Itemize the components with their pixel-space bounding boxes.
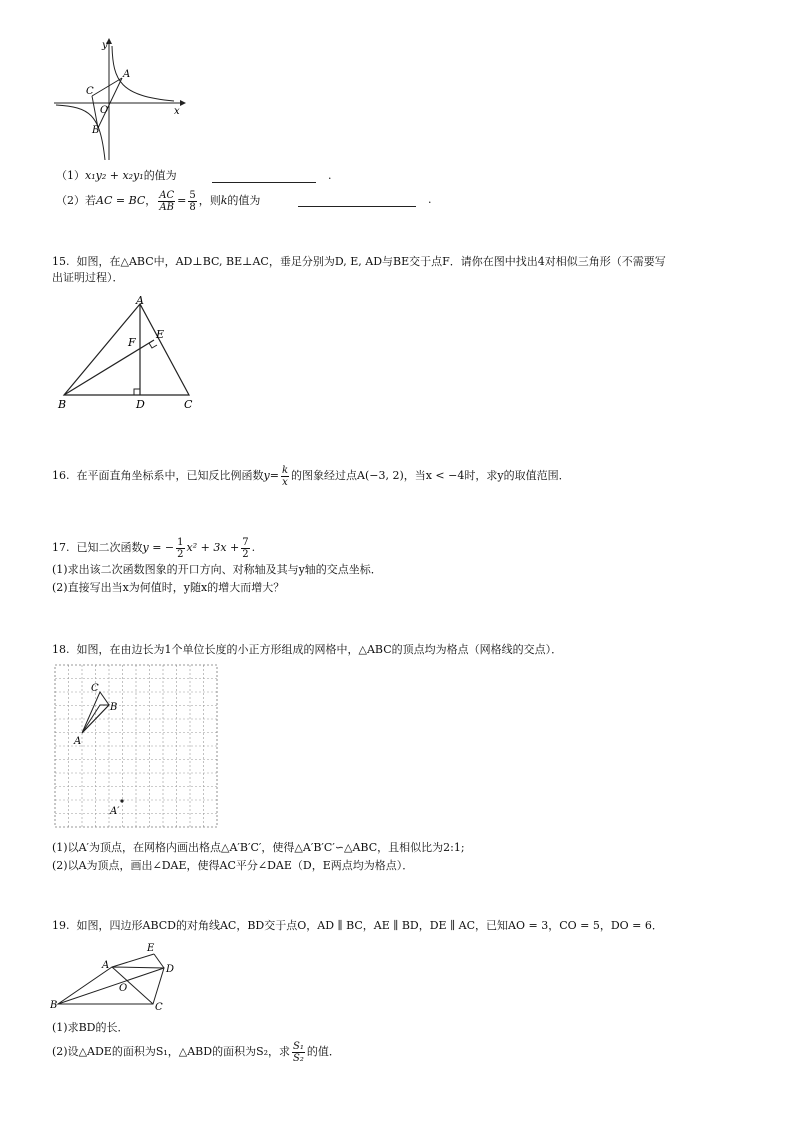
q15-stem-line1: [52, 254, 666, 270]
q17-number: 17.: [52, 541, 70, 554]
q14-part2: [56, 186, 260, 216]
q14-p1-expr: x₁y₂ + x₂y₁: [85, 169, 144, 182]
label-b: B: [110, 702, 118, 713]
triangle-abc: [64, 304, 189, 395]
q18-stem: [52, 642, 562, 658]
q17-expr-end: .: [251, 541, 256, 554]
segment-bc: [92, 96, 98, 128]
q19-frac-num: S₁: [293, 1040, 304, 1052]
right-angle-d: [134, 389, 140, 395]
q14-p2-prefix: （2）若: [56, 194, 96, 207]
q14-p1-prefix: （1）: [56, 169, 85, 182]
q14-p1-suffix: 的值为: [143, 169, 177, 182]
q17-frac-7-2: [241, 537, 249, 560]
hyperbola-branch-1: [112, 46, 174, 101]
q14-answer-blank-1[interactable]: [212, 170, 316, 183]
x-axis-arrow: [180, 100, 186, 106]
q14-frac-den: AB: [159, 201, 174, 213]
q16-text-pre: 在平面直角坐标系中，已知反比例函数: [76, 469, 264, 482]
label-b: B: [50, 1000, 58, 1011]
hyperbola-figure: [50, 36, 190, 164]
quadrilateral-figure: [50, 938, 190, 1014]
q14-part1: [56, 168, 177, 184]
q17-frac-1-2: [176, 537, 184, 560]
q16-text-post: 的图象经过点A(−3, 2)，当x < −4时，求y的取值范围．: [291, 469, 570, 482]
q14-p2-sep: ，: [145, 194, 157, 207]
q19-stem: [52, 918, 663, 934]
q16-func-y: y: [263, 469, 270, 482]
segment-de: [154, 954, 164, 968]
q14-rhs-den: 8: [189, 201, 196, 213]
q14-p2-eq: =: [177, 194, 187, 207]
label-o: O: [119, 983, 128, 994]
q15-text-1: 如图，在△ABC中，AD⊥BC, BE⊥AC，垂足分别为D, E, AD与BE交于点F．请你在图中找出4对相似三角形（不需要写: [76, 255, 666, 268]
q19-part2: [52, 1036, 340, 1068]
q14-p2-end: .: [428, 193, 432, 206]
q16-frac-k-x: [281, 465, 289, 488]
q17-frac1-num: 1: [177, 536, 184, 548]
label-e: E: [147, 943, 155, 954]
label-d: D: [166, 964, 175, 975]
q19-text: 如图，四边形ABCD的对角线AC，BD交于点O，AD ∥ BC，AE ∥ BD，DE ∥ AC，已知AO = 3，CO = 5，DO = 6．: [76, 919, 663, 932]
q17-frac1-den: 2: [177, 548, 184, 560]
label-a: A: [136, 296, 144, 307]
q18-part1: (1)以A′为顶点，在网格内画出格点△A′B′C′，使得△A′B′C′∽△ABC，且相似比为2:1;: [52, 841, 465, 854]
q17-expr-b: x² + 3x +: [186, 541, 240, 554]
q19-p2-pre: (2)设△ADE的面积为S₁，△ABD的面积为S₂，求: [52, 1045, 291, 1058]
q19-frac-den: S₂: [293, 1052, 304, 1064]
q19-frac-s1-s2: [292, 1041, 305, 1064]
point-a-prime: [120, 799, 123, 802]
q18-text: 如图，在由边长为1个单位长度的小正方形组成的网格中，△ABC的顶点均为格点（网格线的交点）．: [76, 643, 563, 656]
q14-p1-end: .: [328, 169, 332, 182]
label-e: E: [156, 328, 165, 341]
q18-part2: (2)以A为顶点，画出∠DAE，使得AC平分∠DAE（D，E两点均为格点）．: [52, 859, 414, 872]
q16-frac-den: x: [282, 476, 288, 488]
q19-p2-post: 的值．: [306, 1045, 340, 1058]
q14-frac-5-8: [188, 190, 196, 213]
label-f: F: [128, 336, 136, 349]
label-x: x: [174, 106, 180, 117]
q14-p2-k: k: [220, 194, 228, 207]
q17-text-pre: 已知二次函数: [76, 541, 143, 554]
label-c: C: [184, 398, 193, 411]
label-a: A: [123, 69, 131, 80]
label-y: y: [102, 40, 108, 51]
q14-answer-blank-2[interactable]: [298, 194, 416, 207]
label-d: D: [136, 398, 145, 411]
label-b: B: [92, 125, 100, 136]
label-a-prime: A′: [110, 806, 120, 817]
triangle-abc-figure: [54, 296, 204, 412]
q16-stem: [52, 460, 570, 492]
segment-ae: [112, 954, 154, 967]
q19-part1: (1)求BD的长．: [52, 1021, 129, 1034]
label-a: A: [102, 960, 110, 971]
q17-part2: (2)直接写出当x为何值时，y随x的增大而增大？: [52, 581, 285, 594]
q17-frac2-den: 2: [242, 548, 249, 560]
q14-frac-ac-ab: [158, 190, 175, 213]
label-a: A: [74, 736, 82, 747]
q14-rhs-num: 5: [189, 189, 196, 201]
label-c: C: [86, 86, 94, 97]
q17-stem: [52, 532, 255, 564]
q14-p2-mid: ，则: [198, 194, 221, 207]
q19-number: 19.: [52, 919, 70, 932]
label-b: B: [58, 398, 67, 411]
label-o: O: [100, 105, 109, 116]
diagonal-bd: [58, 968, 164, 1004]
q16-func-eq: =: [269, 469, 279, 482]
q14-frac-num: AC: [159, 189, 175, 201]
q16-number: 16.: [52, 469, 70, 482]
grid-figure: [54, 664, 220, 832]
q15-stem-line2: 出证明过程）．: [52, 271, 124, 284]
q17-expr-a: y = −: [142, 541, 175, 554]
q17-part1: (1)求出该二次函数图象的开口方向、对称轴及其与y轴的交点坐标．: [52, 563, 382, 576]
label-c: C: [91, 683, 99, 694]
q17-frac2-num: 7: [242, 536, 249, 548]
q16-frac-num: k: [281, 464, 288, 476]
right-angle-e: [149, 343, 157, 348]
q15-number: 15.: [52, 255, 70, 268]
q18-number: 18.: [52, 643, 70, 656]
q14-p2-cond: AC = BC: [96, 194, 146, 207]
label-c: C: [155, 1002, 163, 1013]
q14-p2-suffix: 的值为: [227, 194, 261, 207]
